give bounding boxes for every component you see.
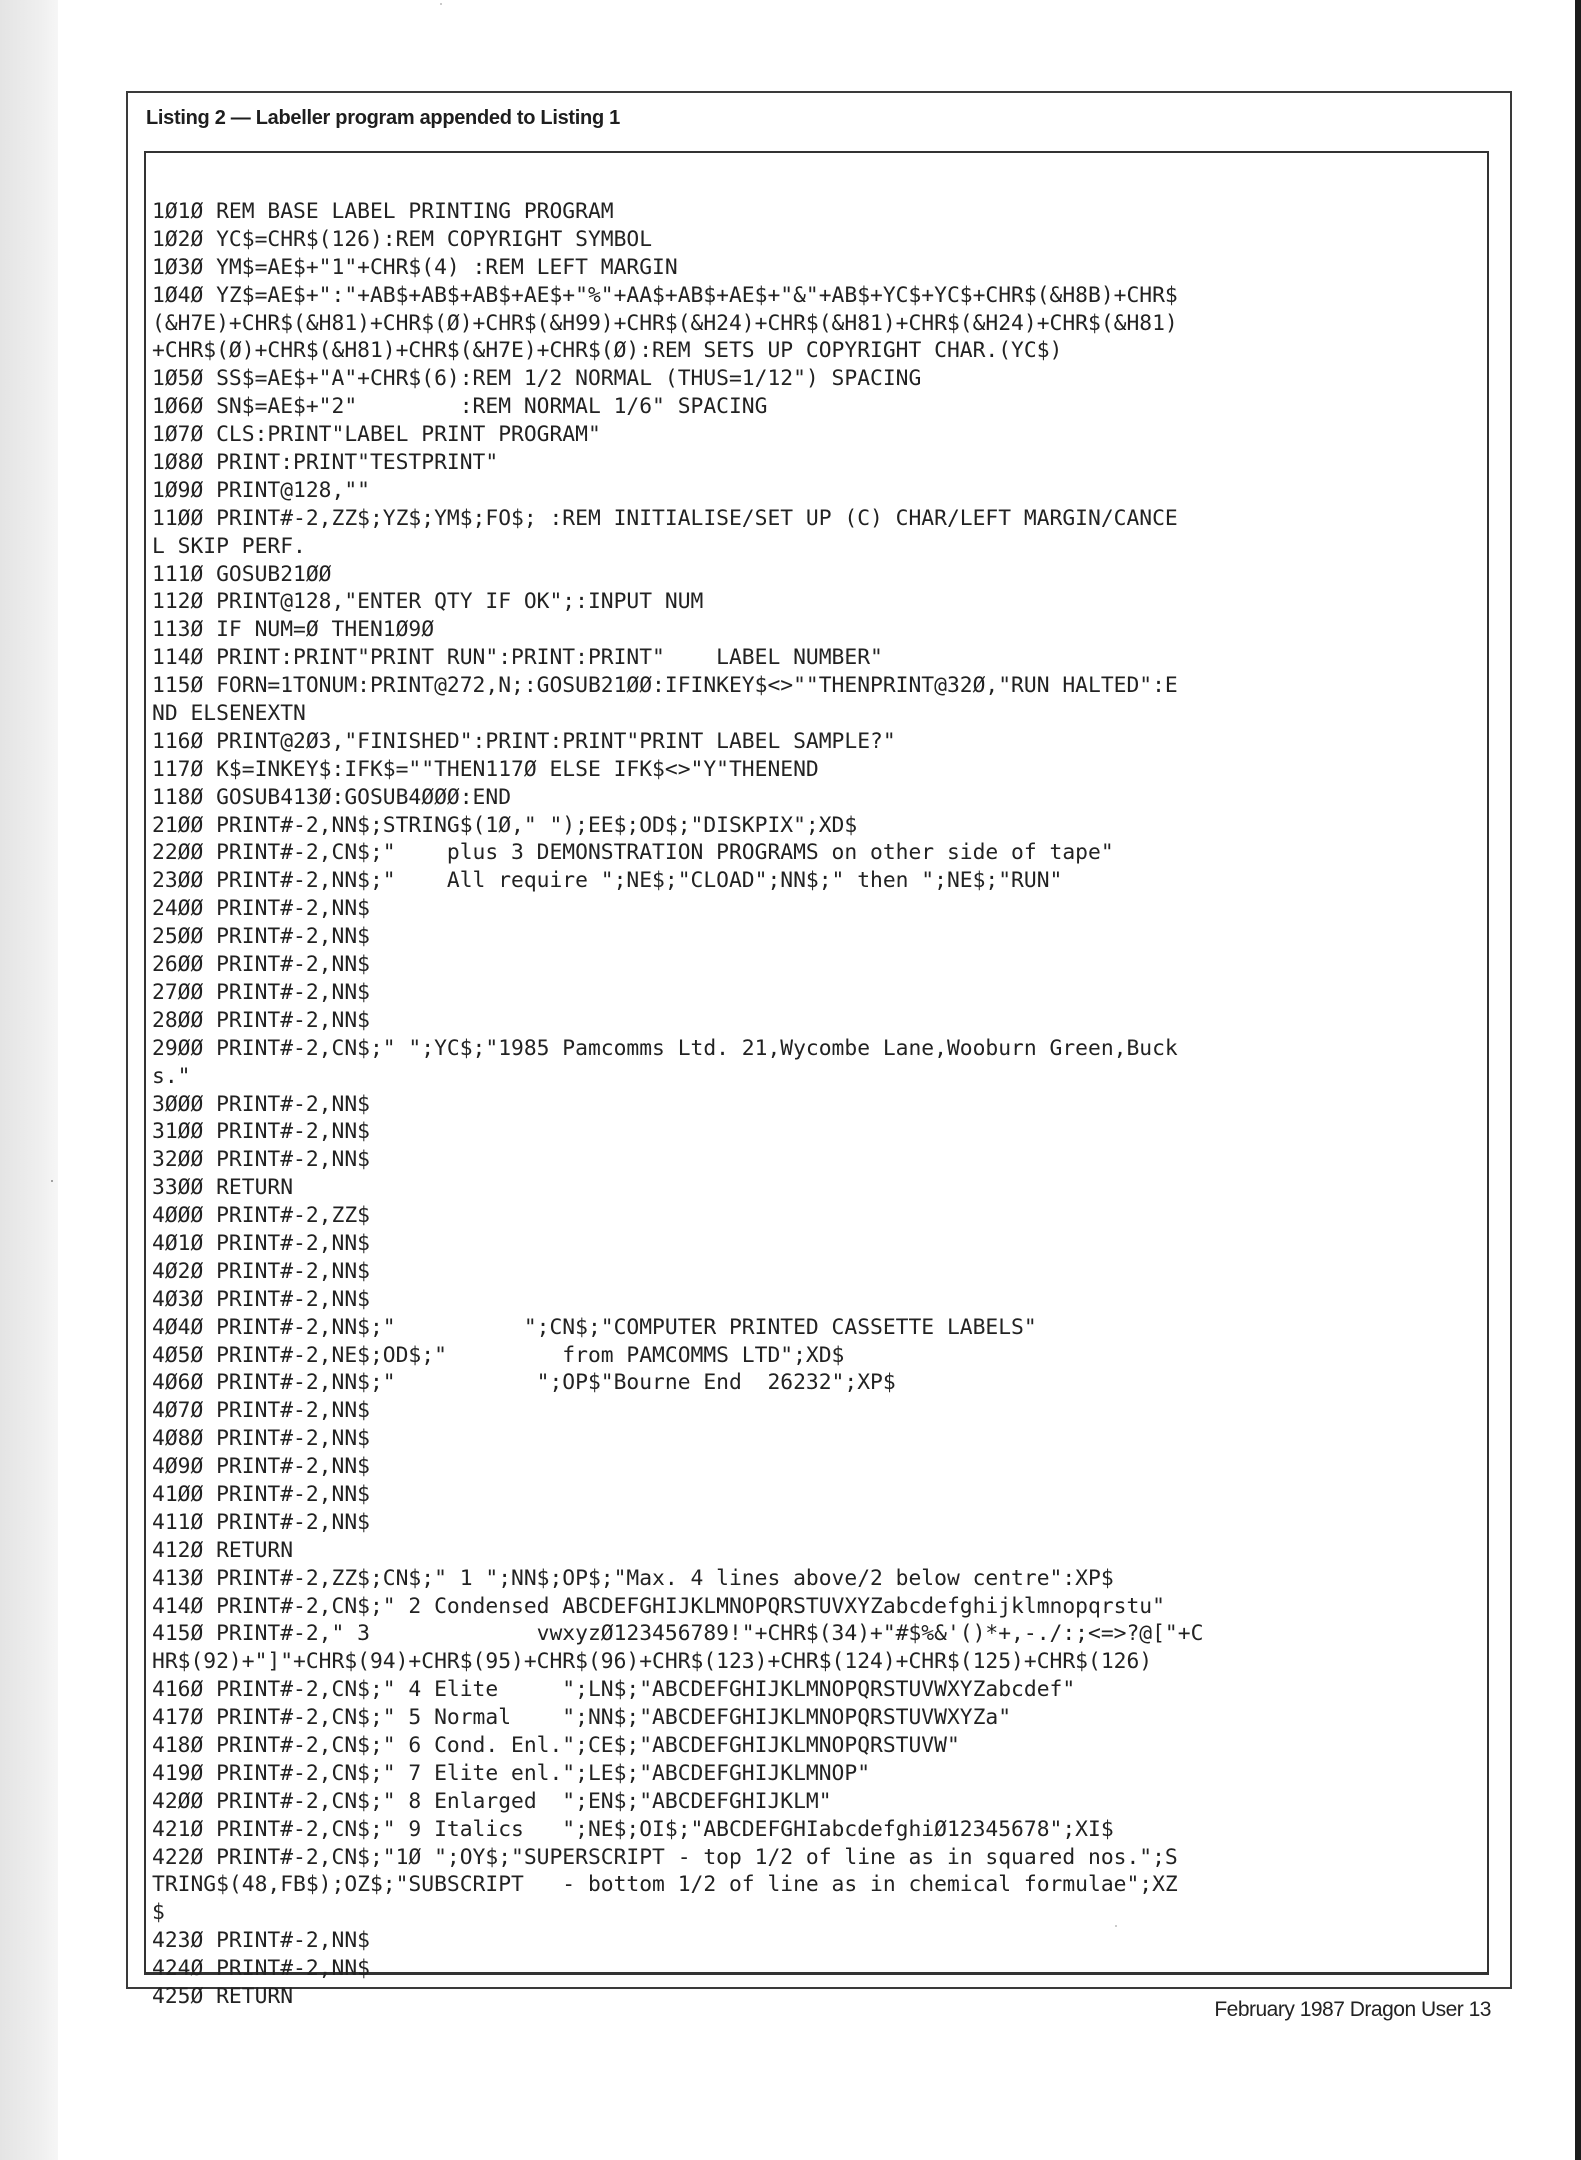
code-line: TRING$(48,FB$);OZ$;"SUBSCRIPT - bottom 1/2 of line as in chemical formulae";XZ xyxy=(152,1872,1178,1898)
code-line: 3ØØØ PRINT#-2,NN$ xyxy=(152,1091,370,1117)
code-line: 414Ø PRINT#-2,CN$;" 2 Condensed ABCDEFGHIJKLMNOPQRSTUVXYZabcdefghijklmnopqrstu" xyxy=(152,1593,1165,1619)
code-line: 25ØØ PRINT#-2,NN$ xyxy=(152,924,370,950)
code-line: 4Ø7Ø PRINT#-2,NN$ xyxy=(152,1398,370,1424)
page-gutter-shadow xyxy=(0,0,58,2160)
code-line: 4Ø6Ø PRINT#-2,NN$;" ";OP$"Bourne End 26232";XP$ xyxy=(152,1370,896,1396)
code-line: 21ØØ PRINT#-2,NN$;STRING$(1Ø," ");EE$;OD$;"DISKPIX";XD$ xyxy=(152,812,858,838)
code-line: 411Ø PRINT#-2,NN$ xyxy=(152,1509,370,1535)
code-line: 4Ø3Ø PRINT#-2,NN$ xyxy=(152,1286,370,1312)
code-line: 1Ø6Ø SN$=AE$+"2" :REM NORMAL 1/6" SPACING xyxy=(152,394,768,420)
code-line: L SKIP PERF. xyxy=(152,533,306,559)
code-line: 31ØØ PRINT#-2,NN$ xyxy=(152,1119,370,1145)
code-line: 112Ø PRINT@128,"ENTER QTY IF OK";:INPUT NUM xyxy=(152,589,704,615)
code-line: s." xyxy=(152,1063,191,1089)
code-line: 418Ø PRINT#-2,CN$;" 6 Cond. Enl.";CE$;"ABCDEFGHIJKLMNOPQRSTUVW" xyxy=(152,1732,960,1758)
code-line: 421Ø PRINT#-2,CN$;" 9 Italics ";NE$;OI$;"ABCDEFGHIabcdefghiØ12345678";XI$ xyxy=(152,1816,1114,1842)
code-line: 115Ø FORN=1TONUM:PRINT@272,N;:GOSUB21ØØ:IFINKEY$<>""THENPRINT@32Ø,"RUN HALTED":E xyxy=(152,673,1178,699)
print-speck xyxy=(440,3,442,5)
code-line: 118Ø GOSUB413Ø:GOSUB4ØØØ:END xyxy=(152,784,512,810)
code-line: 42ØØ PRINT#-2,CN$;" 8 Enlarged ";EN$;"ABCDEFGHIJKLM" xyxy=(152,1788,832,1814)
code-line: 1Ø5Ø SS$=AE$+"A"+CHR$(6):REM 1/2 NORMAL (THUS=1/12") SPACING xyxy=(152,366,922,392)
code-line: 111Ø GOSUB21ØØ xyxy=(152,561,332,587)
code-line: 29ØØ PRINT#-2,CN$;" ";YC$;"1985 Pamcomms Ltd. 21,Wycombe Lane,Wooburn Green,Buck xyxy=(152,1035,1178,1061)
code-line: 4ØØØ PRINT#-2,ZZ$ xyxy=(152,1203,370,1229)
code-line: 4Ø9Ø PRINT#-2,NN$ xyxy=(152,1454,370,1480)
code-line: 419Ø PRINT#-2,CN$;" 7 Elite enl.";LE$;"ABCDEFGHIJKLMNOP" xyxy=(152,1760,871,1786)
code-line: 11ØØ PRINT#-2,ZZ$;YZ$;YM$;FO$; :REM INITIALISE/SET UP (C) CHAR/LEFT MARGIN/CANCE xyxy=(152,505,1178,531)
code-line: 22ØØ PRINT#-2,CN$;" plus 3 DEMONSTRATION PROGRAMS on other side of tape" xyxy=(152,840,1114,866)
code-line: 425Ø RETURN xyxy=(152,1984,294,2009)
code-line: 1Ø2Ø YC$=CHR$(126):REM COPYRIGHT SYMBOL xyxy=(152,226,653,252)
code-line: +CHR$(Ø)+CHR$(&H81)+CHR$(&H7E)+CHR$(Ø):REM SETS UP COPYRIGHT CHAR.(YC$) xyxy=(152,338,1063,364)
code-line: 4Ø2Ø PRINT#-2,NN$ xyxy=(152,1258,370,1284)
code-line: 116Ø PRINT@2Ø3,"FINISHED":PRINT:PRINT"PRINT LABEL SAMPLE?" xyxy=(152,728,896,754)
code-line: 23ØØ PRINT#-2,NN$;" All require ";NE$;"CLOAD";NN$;" then ";NE$;"RUN" xyxy=(152,868,1063,894)
code-line: 422Ø PRINT#-2,CN$;"1Ø ";OY$;"SUPERSCRIPT - top 1/2 of line as in squared nos.";S xyxy=(152,1844,1178,1870)
listing-caption: Listing 2 — Labeller program appended to Listing 1 xyxy=(146,107,620,129)
basic-listing xyxy=(152,198,1487,2011)
code-line: 24ØØ PRINT#-2,NN$ xyxy=(152,896,370,922)
code-line: (&H7E)+CHR$(&H81)+CHR$(Ø)+CHR$(&H99)+CHR$(&H24)+CHR$(&H81)+CHR$(&H24)+CHR$(&H81) xyxy=(152,310,1178,336)
code-line: 1Ø9Ø PRINT@128,"" xyxy=(152,477,370,503)
code-line: 41ØØ PRINT#-2,NN$ xyxy=(152,1481,370,1507)
page-footer: February 1987 Dragon User 13 xyxy=(1214,1998,1491,2021)
scan-edge xyxy=(1575,0,1581,2160)
code-line: 113Ø IF NUM=Ø THEN1Ø9Ø xyxy=(152,617,435,643)
code-line: 1Ø8Ø PRINT:PRINT"TESTPRINT" xyxy=(152,450,499,476)
code-line: 1Ø7Ø CLS:PRINT"LABEL PRINT PROGRAM" xyxy=(152,422,601,448)
code-line: 4Ø8Ø PRINT#-2,NN$ xyxy=(152,1426,370,1452)
code-line: 4Ø5Ø PRINT#-2,NE$;OD$;" from PAMCOMMS LTD";XD$ xyxy=(152,1342,845,1368)
code-line: 412Ø RETURN xyxy=(152,1537,294,1563)
code-line: 33ØØ RETURN xyxy=(152,1175,294,1201)
code-line: 26ØØ PRINT#-2,NN$ xyxy=(152,952,370,978)
code-line: 416Ø PRINT#-2,CN$;" 4 Elite ";LN$;"ABCDEFGHIJKLMNOPQRSTUVWXYZabcdef" xyxy=(152,1677,1076,1703)
code-line: ND ELSENEXTN xyxy=(152,701,306,727)
code-line: 1Ø4Ø YZ$=AE$+":"+AB$+AB$+AB$+AE$+"%"+AA$+AB$+AE$+"&"+AB$+YC$+YC$+CHR$(&H8B)+CHR$ xyxy=(152,282,1178,308)
code-line: 423Ø PRINT#-2,NN$ xyxy=(152,1928,370,1954)
code-line: 114Ø PRINT:PRINT"PRINT RUN":PRINT:PRINT" LABEL NUMBER" xyxy=(152,645,883,671)
print-speck xyxy=(51,1180,53,1182)
code-line: 424Ø PRINT#-2,NN$ xyxy=(152,1956,370,1982)
code-line: $ xyxy=(152,1900,165,1926)
code-line: 1Ø1Ø REM BASE LABEL PRINTING PROGRAM xyxy=(152,199,614,224)
code-line: HR$(92)+"]"+CHR$(94)+CHR$(95)+CHR$(96)+CHR$(123)+CHR$(124)+CHR$(125)+CHR$(126) xyxy=(152,1649,1153,1675)
code-line: 28ØØ PRINT#-2,NN$ xyxy=(152,1007,370,1033)
code-line: 117Ø K$=INKEY$:IFK$=""THEN117Ø ELSE IFK$<>"Y"THENEND xyxy=(152,756,819,782)
code-line: 415Ø PRINT#-2," 3 vwxyzØ123456789!"+CHR$(34)+"#$%&'()*+,-./:;<=>?@["+C xyxy=(152,1621,1204,1647)
code-line: 4Ø1Ø PRINT#-2,NN$ xyxy=(152,1230,370,1256)
code-line: 32ØØ PRINT#-2,NN$ xyxy=(152,1147,370,1173)
code-line: 27ØØ PRINT#-2,NN$ xyxy=(152,979,370,1005)
code-line: 1Ø3Ø YM$=AE$+"1"+CHR$(4) :REM LEFT MARGIN xyxy=(152,254,678,280)
code-line: 417Ø PRINT#-2,CN$;" 5 Normal ";NN$;"ABCDEFGHIJKLMNOPQRSTUVWXYZa" xyxy=(152,1705,1012,1731)
code-line: 4Ø4Ø PRINT#-2,NN$;" ";CN$;"COMPUTER PRINTED CASSETTE LABELS" xyxy=(152,1314,1037,1340)
code-line: 413Ø PRINT#-2,ZZ$;CN$;" 1 ";NN$;OP$;"Max. 4 lines above/2 below centre":XP$ xyxy=(152,1565,1114,1591)
print-speck xyxy=(1115,1925,1117,1927)
